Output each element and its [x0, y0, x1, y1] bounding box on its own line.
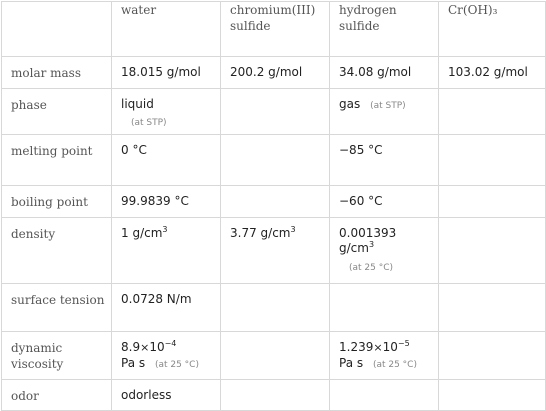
cell-h2s-density	[330, 218, 439, 284]
cell-croh-odor	[439, 380, 546, 411]
cell-h2s-odor	[330, 380, 439, 411]
water-viscosity-mantissa: 8.9	[121, 340, 141, 354]
row-label-dynamic-viscosity: dynamic viscosity	[2, 332, 112, 380]
h2s-viscosity-unit: Pa s	[339, 356, 364, 370]
cell-chromium-molar-mass: 200.2 g/mol	[221, 57, 330, 89]
h2s-density-exponent: 3	[368, 240, 375, 249]
h2s-viscosity-times: ×	[373, 341, 383, 354]
column-header-chromium-iii-sulfide: chromium(III) sulfide	[221, 2, 330, 57]
row-surface-tension	[2, 284, 546, 332]
row-molar-mass	[2, 57, 546, 89]
corner-cell	[2, 2, 112, 57]
cell-water-melting-point: 0 °C	[112, 135, 221, 186]
cell-chromium-boiling-point	[221, 186, 330, 218]
row-label-odor: odor	[2, 380, 112, 411]
column-header-chromium-hydroxide: Cr(OH)₃	[439, 2, 546, 57]
cell-chromium-density	[221, 218, 330, 284]
cell-chromium-melting-point	[221, 135, 330, 186]
cell-h2s-surface-tension	[330, 284, 439, 332]
water-viscosity-times: ×	[140, 341, 150, 354]
row-label-phase: phase	[2, 89, 112, 135]
row-label-surface-tension: surface tension	[2, 284, 112, 332]
cell-chromium-phase	[221, 89, 330, 135]
h2s-density-value: 0.001393	[339, 226, 397, 240]
h2s-viscosity-base: 10	[382, 340, 398, 354]
cell-croh-surface-tension	[439, 284, 546, 332]
chromium-density-exponent: 3	[290, 225, 296, 234]
water-density-value: 1 g/cm	[121, 226, 163, 240]
row-label-boiling-point: boiling point	[2, 186, 112, 218]
row-odor	[2, 380, 546, 411]
row-dynamic-viscosity	[2, 332, 546, 380]
cell-croh-density	[439, 218, 546, 284]
row-label-melting-point: melting point	[2, 135, 112, 186]
cell-croh-boiling-point	[439, 186, 546, 218]
cell-h2s-molar-mass: 34.08 g/mol	[330, 57, 439, 89]
water-viscosity-base: 10	[149, 340, 165, 354]
water-density-exponent: 3	[162, 225, 168, 234]
cell-water-phase	[112, 89, 221, 135]
row-boiling-point	[2, 186, 546, 218]
cell-croh-dynamic-viscosity	[439, 332, 546, 380]
chromium-density-value: 3.77 g/cm	[230, 226, 291, 240]
h2s-viscosity-note: (at 25 °C)	[372, 360, 417, 370]
water-viscosity-exponent: −4	[164, 339, 177, 348]
column-header-water: water	[112, 2, 221, 57]
water-phase-note: (at STP)	[131, 118, 167, 128]
cell-water-density	[112, 218, 221, 284]
row-label-density: density	[2, 218, 112, 284]
row-label-molar-mass: molar mass	[2, 57, 112, 89]
water-phase-value: liquid	[121, 97, 154, 111]
water-viscosity-unit: Pa s	[121, 356, 146, 370]
cell-croh-phase	[439, 89, 546, 135]
row-melting-point	[2, 135, 546, 186]
h2s-phase-note: (at STP)	[370, 101, 406, 111]
cell-water-dynamic-viscosity	[112, 332, 221, 380]
cell-water-odor: odorless	[112, 380, 221, 411]
header-row	[2, 2, 546, 57]
cell-h2s-boiling-point: −60 °C	[330, 186, 439, 218]
h2s-viscosity-exponent: −5	[397, 339, 410, 348]
cell-h2s-phase	[330, 89, 439, 135]
h2s-density-unit: g/cm	[339, 241, 369, 255]
cell-croh-melting-point	[439, 135, 546, 186]
cell-water-surface-tension: 0.0728 N/m	[112, 284, 221, 332]
cell-chromium-odor	[221, 380, 330, 411]
cell-water-boiling-point: 99.9839 °C	[112, 186, 221, 218]
cell-h2s-dynamic-viscosity	[330, 332, 439, 380]
cell-water-molar-mass: 18.015 g/mol	[112, 57, 221, 89]
water-viscosity-note: (at 25 °C)	[154, 360, 199, 370]
column-header-hydrogen-sulfide: hydrogen sulfide	[330, 2, 439, 57]
cell-croh-molar-mass: 103.02 g/mol	[439, 57, 546, 89]
h2s-density-note: (at 25 °C)	[349, 263, 394, 273]
row-phase	[2, 89, 546, 135]
cell-h2s-melting-point: −85 °C	[330, 135, 439, 186]
row-density	[2, 218, 546, 284]
cell-chromium-dynamic-viscosity	[221, 332, 330, 380]
cell-chromium-surface-tension	[221, 284, 330, 332]
properties-table	[1, 1, 546, 411]
h2s-phase-value: gas	[339, 97, 361, 111]
h2s-viscosity-mantissa: 1.239	[339, 340, 374, 354]
